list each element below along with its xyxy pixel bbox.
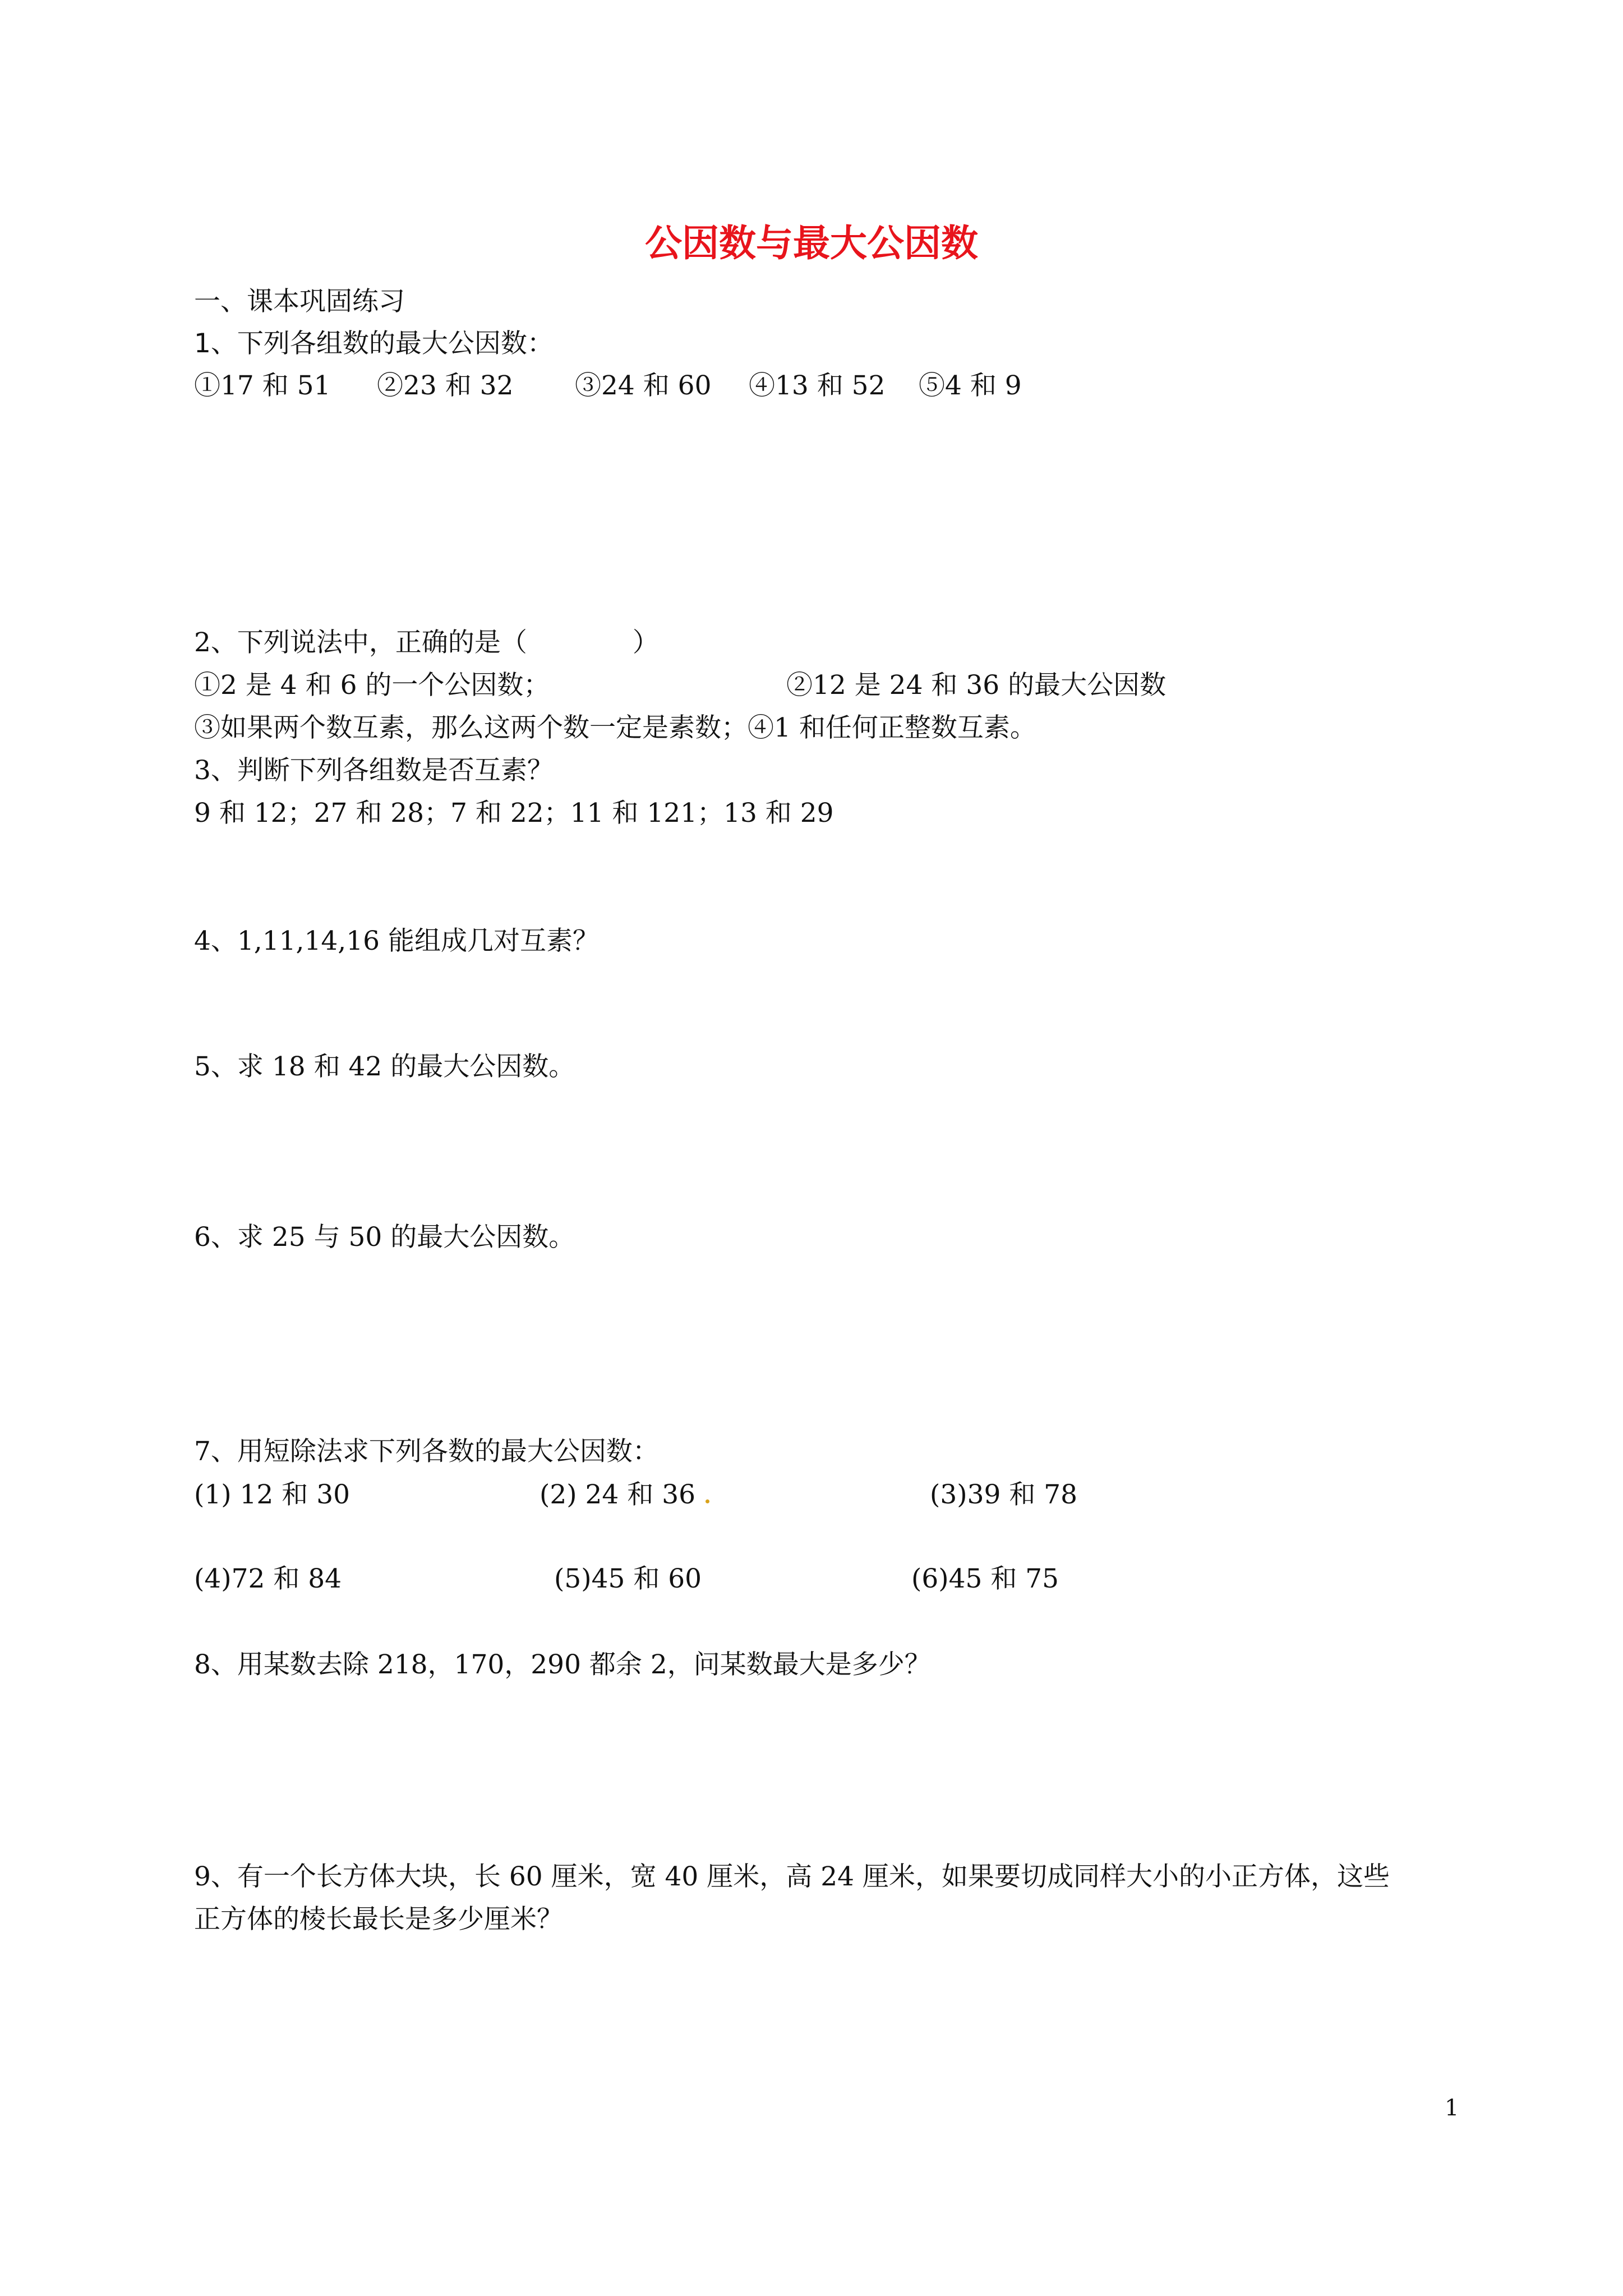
page-title: 公因数与最大公因数	[645, 222, 978, 265]
question-2-option: ①2 是 4 和 6 的一个公因数；	[194, 670, 550, 701]
question-7-item: (5)45 和 60	[554, 1563, 702, 1594]
question-2-option: ②12 是 24 和 36 的最大公因数	[786, 670, 1166, 701]
question-1-item: ⑤4 和 9	[919, 370, 1022, 401]
question-9-line-2: 正方体的棱长最长是多少厘米？	[194, 1904, 563, 1935]
question-1-item: ①17 和 51	[194, 370, 331, 401]
question-8: 8、用某数去除 218，170，290 都余 2，问某数最大是多少？	[194, 1649, 931, 1680]
stray-dot-mark	[706, 1499, 709, 1503]
question-7-item: (3)39 和 78	[930, 1479, 1078, 1510]
question-5: 5、求 18 和 42 的最大公因数。	[194, 1051, 575, 1082]
question-7-item: (4)72 和 84	[194, 1563, 342, 1594]
question-4: 4、1,11,14,16 能组成几对互素？	[194, 926, 599, 956]
question-7-item: (2) 24 和 36	[540, 1479, 696, 1510]
question-2-option: ③如果两个数互素，那么这两个数一定是素数；④1 和任何正整数互素。	[194, 712, 1036, 743]
question-6: 6、求 25 与 50 的最大公因数。	[194, 1222, 575, 1253]
question-7-prompt: 7、用短除法求下列各数的最大公因数：	[194, 1436, 659, 1467]
question-7-item: (1) 12 和 30	[194, 1479, 351, 1510]
question-1-prompt: 1、下列各组数的最大公因数：	[194, 328, 554, 359]
question-1-item: ③24 和 60	[575, 370, 712, 401]
question-9-line-1: 9、有一个长方体大块，长 60 厘米，宽 40 厘米，高 24 厘米，如果要切成同样大小的小正方体，这些	[194, 1861, 1390, 1892]
question-1-item: ④13 和 52	[749, 370, 886, 401]
question-3-prompt: 3、判断下列各组数是否互素？	[194, 755, 554, 786]
section-heading: 一、课本巩固练习	[194, 286, 405, 317]
question-2-prompt: 2、下列说法中，正确的是（ ）	[194, 627, 659, 658]
page-number: 1	[1445, 2095, 1459, 2121]
question-1-item: ②23 和 32	[377, 370, 514, 401]
question-3-groups: 9 和 12；27 和 28；7 和 22；11 和 121；13 和 29	[194, 798, 834, 829]
question-7-item: (6)45 和 75	[911, 1563, 1059, 1594]
